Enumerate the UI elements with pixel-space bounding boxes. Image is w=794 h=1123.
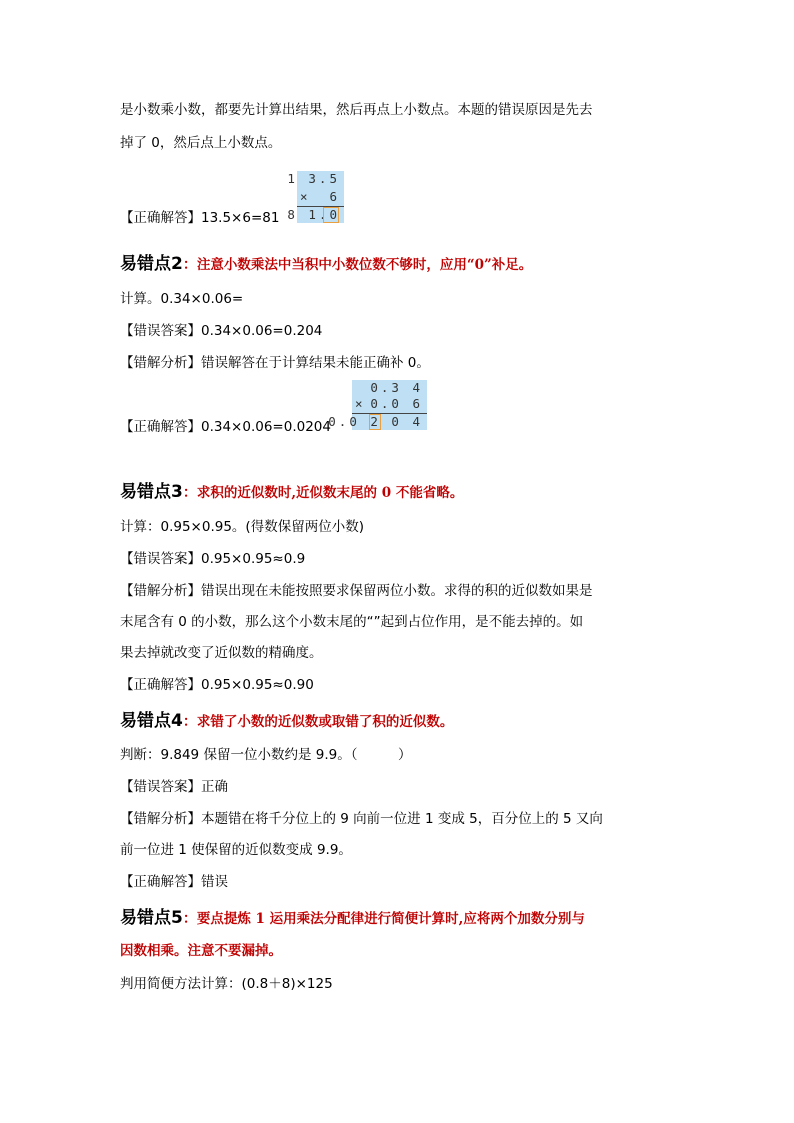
point-4-heading (120, 709, 453, 734)
point-4-label: 易错点 (120, 711, 171, 731)
calc-times-sign: × (300, 189, 308, 204)
point-2-correct-answer: 【正确解答】0.34×0.06=0.0204 (120, 419, 331, 435)
point-3-colon: ： (182, 485, 197, 501)
point-3-heading (120, 480, 463, 505)
point-2-analysis: 【错解分析】错误解答在于计算结果未能正确补 0。 (120, 355, 430, 371)
point-2-heading (120, 252, 532, 277)
point-4-wrong-answer: 【错误答案】正确 (120, 779, 228, 795)
calc-result: 8 1.0 (287, 207, 340, 222)
point-4-problem: 判断：9.849 保留一位小数约是 9.9。（ ） (120, 747, 412, 763)
point-5-problem: 判用简便方法计算：(0.8＋8)×125 (120, 976, 333, 992)
point-3-analysis-line-1: 【错解分析】错误出现在未能按照要求保留两位小数。求得的积的近似数如果是 (120, 583, 593, 599)
point-3-label: 易错点 (120, 482, 171, 502)
calc-multiplicand: 1 3.5 (287, 171, 340, 186)
point-5-number: 5 (171, 908, 183, 928)
calc-multiplicand: 0.3 4 (370, 380, 423, 395)
point-4-number: 4 (171, 711, 183, 731)
calc-multiplier: 6 (329, 189, 340, 204)
point-2-wrong-answer: 【错误答案】0.34×0.06=0.204 (120, 323, 323, 339)
point-3-number: 3 (171, 482, 183, 502)
point-5-colon: ： (182, 911, 197, 927)
point-4-colon: ： (182, 714, 197, 730)
calc-multiplier: 0.0 6 (370, 396, 423, 411)
point-5-title-line-1: 要点提炼 1 运用乘法分配律进行简便计算时,应将两个加数分别与 (196, 911, 585, 927)
point-4-title: 求错了小数的近似数或取错了积的近似数。 (196, 714, 454, 730)
point-2-colon: ： (182, 257, 197, 273)
intro-text-line-2: 掉了 0，然后点上小数点。 (120, 135, 282, 151)
calc-highlight-mark (323, 207, 339, 223)
point-4-correct-answer: 【正确解答】错误 (120, 874, 228, 890)
point-2-label: 易错点 (120, 254, 171, 274)
point-3-correct-answer: 【正确解答】0.95×0.95≈0.90 (120, 677, 314, 693)
point-5-label: 易错点 (120, 908, 171, 928)
intro-text-line-1: 是小数乘小数，都要先计算出结果，然后再点上小数点。本题的错误原因是先去 (120, 102, 593, 118)
vertical-calculation-2 (328, 380, 427, 430)
calc-result: 0.0 2 0 4 (328, 414, 423, 429)
point-2-problem: 计算。0.34×0.06= (120, 291, 244, 307)
point-3-analysis-line-2: 末尾含有 0 的小数，那么这个小数末尾的“”起到占位作用，是不能去掉的。如 (120, 614, 584, 630)
calc-times-sign: × (355, 396, 363, 411)
point-2-title: 注意小数乘法中当积中小数位数不够时，应用“0”补足。 (196, 257, 533, 273)
point-3-problem: 计算：0.95×0.95。(得数保留两位小数) (120, 519, 364, 535)
vertical-calculation-1 (287, 171, 344, 223)
point-3-wrong-answer: 【错误答案】0.95×0.95≈0.9 (120, 551, 306, 567)
calc-highlight-mark (369, 414, 381, 430)
point-5-heading (120, 906, 585, 931)
point-5-title-line-2: 因数相乘。注意不要漏掉。 (120, 943, 282, 959)
intro-correct-answer: 【正确解答】13.5×6=81 (120, 210, 280, 226)
point-2-number: 2 (171, 254, 183, 274)
point-3-title: 求积的近似数时,近似数末尾的 0 不能省略。 (196, 485, 464, 501)
point-3-analysis-line-3: 果去掉就改变了近似数的精确度。 (120, 645, 323, 661)
point-5-heading-continued (120, 938, 282, 963)
point-4-analysis-line-2: 前一位进 1 使保留的近似数变成 9.9。 (120, 842, 352, 858)
point-4-analysis-line-1: 【错解分析】本题错在将千分位上的 9 向前一位进 1 变成 5，百分位上的 5 又向 (120, 811, 603, 827)
